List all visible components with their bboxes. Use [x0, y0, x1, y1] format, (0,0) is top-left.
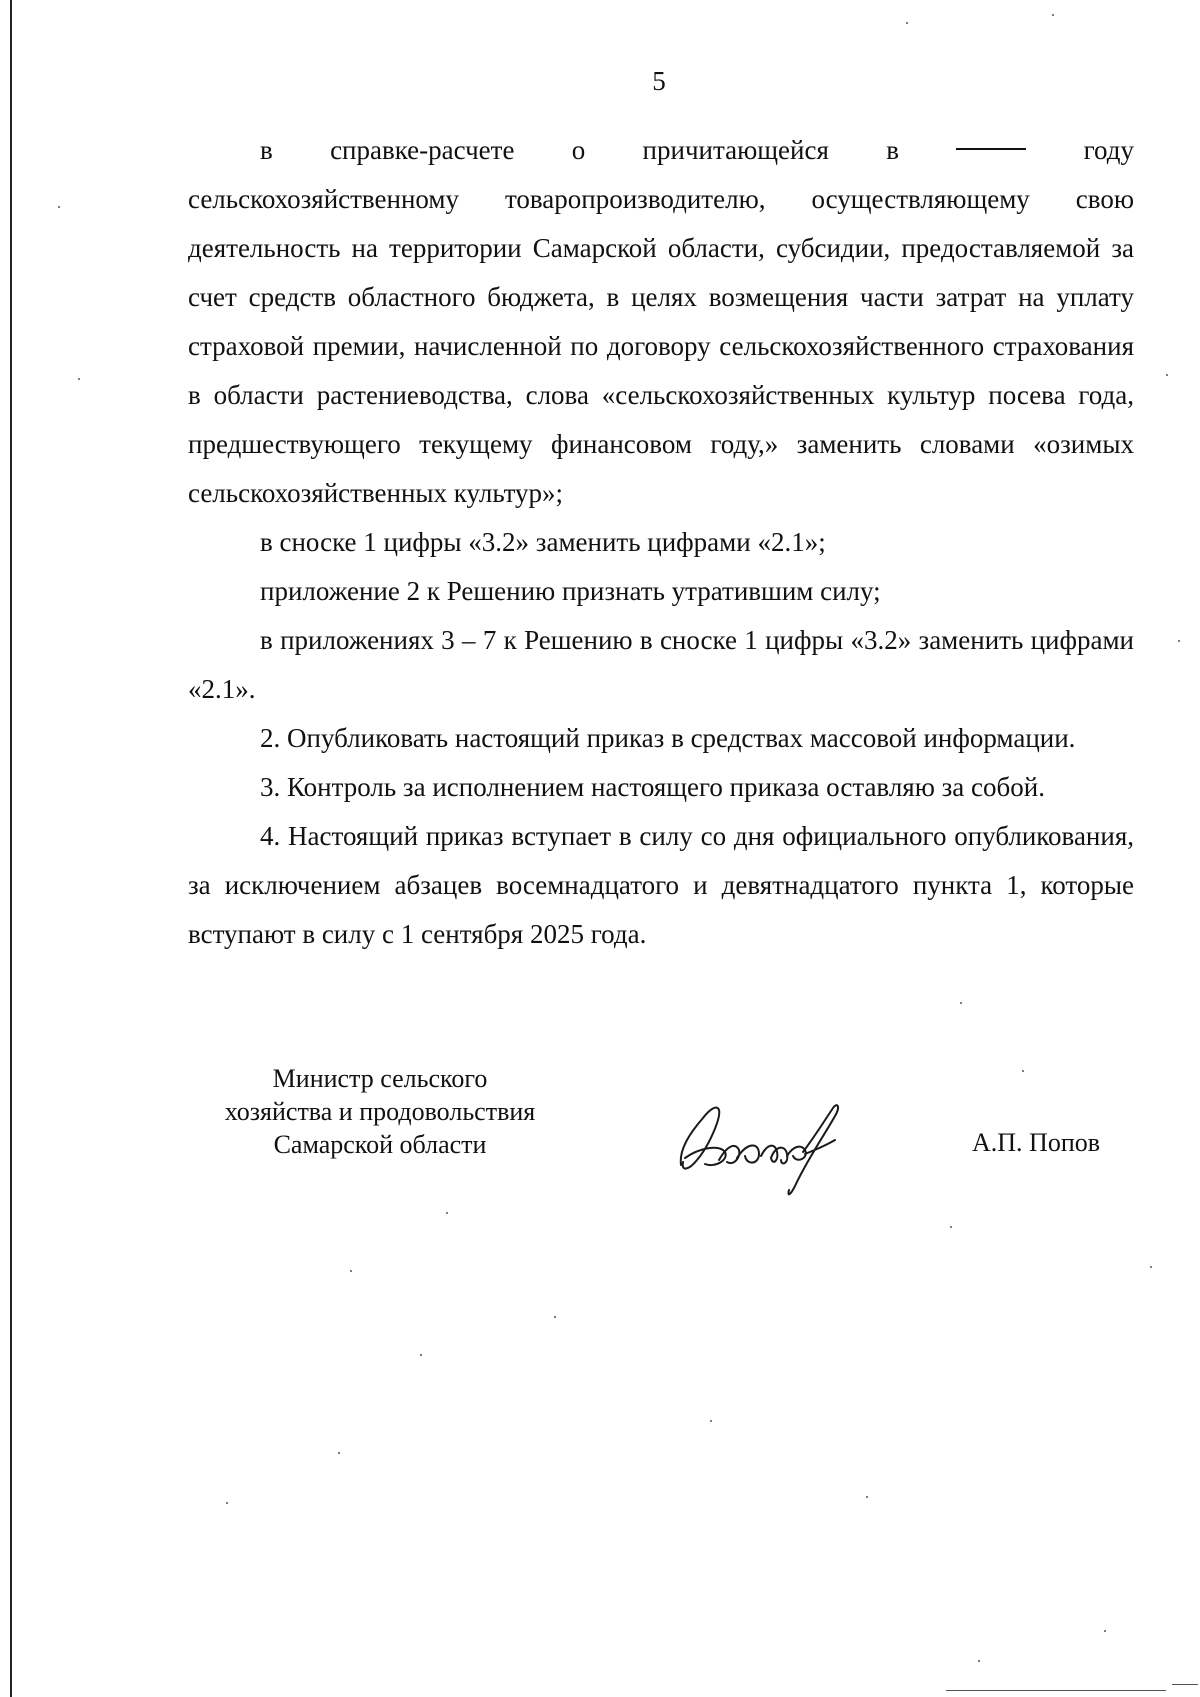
bottom-scan-rule — [946, 1690, 1166, 1691]
handwritten-signature — [675, 1090, 855, 1200]
word: в — [886, 135, 899, 165]
word: справке-расчете — [330, 135, 515, 165]
scan-speck — [978, 1660, 980, 1662]
signer-name: А.П. Попов — [972, 1128, 1101, 1157]
scan-speck — [906, 22, 908, 24]
document-body — [188, 126, 1134, 959]
word: в — [260, 135, 273, 165]
scan-speck — [554, 1316, 556, 1318]
paragraph-7: 4. Настоящий приказ вступает в силу со дня официального опубликования, за исключением абзацев восемнадцатого и девятнадцатого пункта 1, которые вступают в силу с 1 сентября 2025 года. — [188, 821, 1134, 949]
paragraph-6: 3. Контроль за исполнением настоящего приказа оставляю за собой. — [260, 772, 1045, 802]
scan-speck — [226, 1502, 228, 1504]
signer-title-line-1: Министр сельского — [272, 1064, 488, 1093]
signer-title-block — [200, 1062, 560, 1161]
scan-speck — [1052, 14, 1054, 16]
paragraph-1-body: сельскохозяйственному товаропроизводителю, осуществляющему свою деятельность на территории Самарской области, субсидии, предоставляемой за счет средств областного бюджета, в целях возмещения части затрат на уплату страховой премии, начисленной по договору сельскохозяйственного страхования в области растениеводства, слова «сельскохозяйственных культур посева года, предшествующего текущему финансовом году,» заменить словами «озимых сельскохозяйственных культур»; — [188, 184, 1134, 508]
word: о — [571, 135, 586, 165]
blank-year-field — [956, 126, 1026, 150]
scan-speck — [1178, 640, 1180, 642]
scan-speck — [866, 1496, 868, 1498]
bottom-scan-rule — [1172, 1684, 1198, 1685]
scan-speck — [1104, 1630, 1106, 1632]
page-number: 5 — [652, 66, 666, 96]
paragraph-3: приложение 2 к Решению признать утратившим силу; — [260, 576, 881, 606]
scan-edge-line — [10, 0, 12, 1697]
scan-speck — [78, 378, 80, 380]
scan-speck — [1022, 1070, 1024, 1072]
paragraph-4: в приложениях 3 – 7 к Решению в сноске 1 цифры «3.2» заменить цифрами «2.1». — [188, 625, 1134, 704]
scan-speck — [1150, 1266, 1152, 1268]
signer-title-line-3: Самарской области — [273, 1130, 487, 1159]
scan-speck — [350, 1270, 352, 1272]
scan-speck — [420, 1354, 422, 1356]
scan-speck — [338, 1452, 340, 1454]
scan-speck — [1166, 374, 1168, 376]
paragraph-1-first-line — [188, 126, 1134, 175]
paragraph-2: в сноске 1 цифры «3.2» заменить цифрами «2.1»; — [260, 527, 826, 557]
word: причитающейся — [642, 135, 829, 165]
scan-speck — [710, 1420, 712, 1422]
scan-speck — [446, 1212, 448, 1214]
signer-title-line-2: хозяйства и продовольствия — [224, 1097, 536, 1126]
scan-speck — [58, 206, 60, 208]
paragraph-5: 2. Опубликовать настоящий приказ в средствах массовой информации. — [260, 723, 1076, 753]
scan-speck — [960, 1002, 962, 1004]
word: году — [1083, 135, 1134, 165]
scan-speck — [950, 1226, 952, 1228]
